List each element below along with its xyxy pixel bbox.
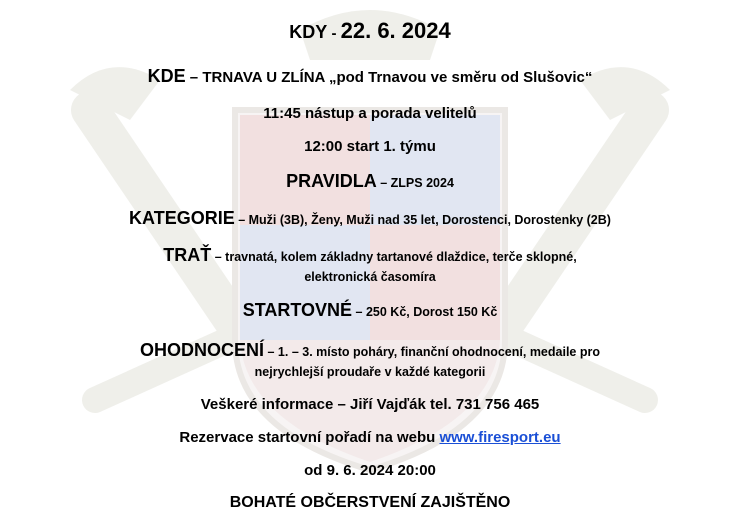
awards-line-2: nejrychlejší proudaře v každé kategorii — [254, 365, 486, 379]
track-line-2: elektronická časomíra — [304, 270, 436, 284]
refreshments-note: BOHATÉ OBČERSTVENÍ ZAJIŠTĚNO — [229, 494, 511, 511]
where-text: – TRNAVA U ZLÍNA „pod Trnavou ve směru od Slušovic“ — [185, 69, 593, 86]
track-line — [0, 245, 740, 266]
track-text: – travnatá, kolem základny tartanové dlaždice, terče sklopné, — [211, 250, 577, 264]
schedule-line-1: 11:45 nástup a porada velitelů — [263, 105, 477, 122]
when-line — [0, 18, 740, 44]
when-label: KDY — [289, 22, 328, 42]
categories-text: – Muži (3B), Ženy, Muži nad 35 let, Dorostenci, Dorostenky (2B) — [234, 213, 611, 227]
fee-label: STARTOVNÉ — [242, 300, 353, 320]
awards-line — [0, 340, 740, 361]
where-label: KDE — [147, 66, 186, 86]
rules-text: – ZLPS 2024 — [376, 176, 454, 190]
event-date: 22. 6. 2024 — [340, 18, 451, 43]
schedule-line-2: 12:00 start 1. týmu — [304, 138, 436, 155]
reservation-start: od 9. 6. 2024 20:00 — [304, 462, 436, 479]
where-line — [0, 66, 740, 87]
firesport-link[interactable]: www.firesport.eu — [439, 429, 561, 446]
rules-line — [0, 171, 740, 192]
categories-label: KATEGORIE — [129, 208, 235, 228]
categories-line — [0, 208, 740, 229]
contact-info: Veškeré informace – Jiří Vajďák tel. 731 756 465 — [200, 396, 540, 413]
awards-label: OHODNOCENÍ — [140, 340, 265, 360]
when-sep: - — [327, 25, 341, 42]
reservation-line — [0, 429, 740, 446]
track-label: TRAŤ — [163, 245, 212, 265]
rules-label: PRAVIDLA — [286, 171, 377, 191]
reservation-text: Rezervace startovní pořadí na webu — [179, 429, 440, 446]
awards-text: – 1. – 3. místo poháry, finanční ohodnocení, medaile pro — [264, 345, 600, 359]
fee-line — [0, 300, 740, 321]
fee-text: – 250 Kč, Dorost 150 Kč — [352, 305, 498, 319]
